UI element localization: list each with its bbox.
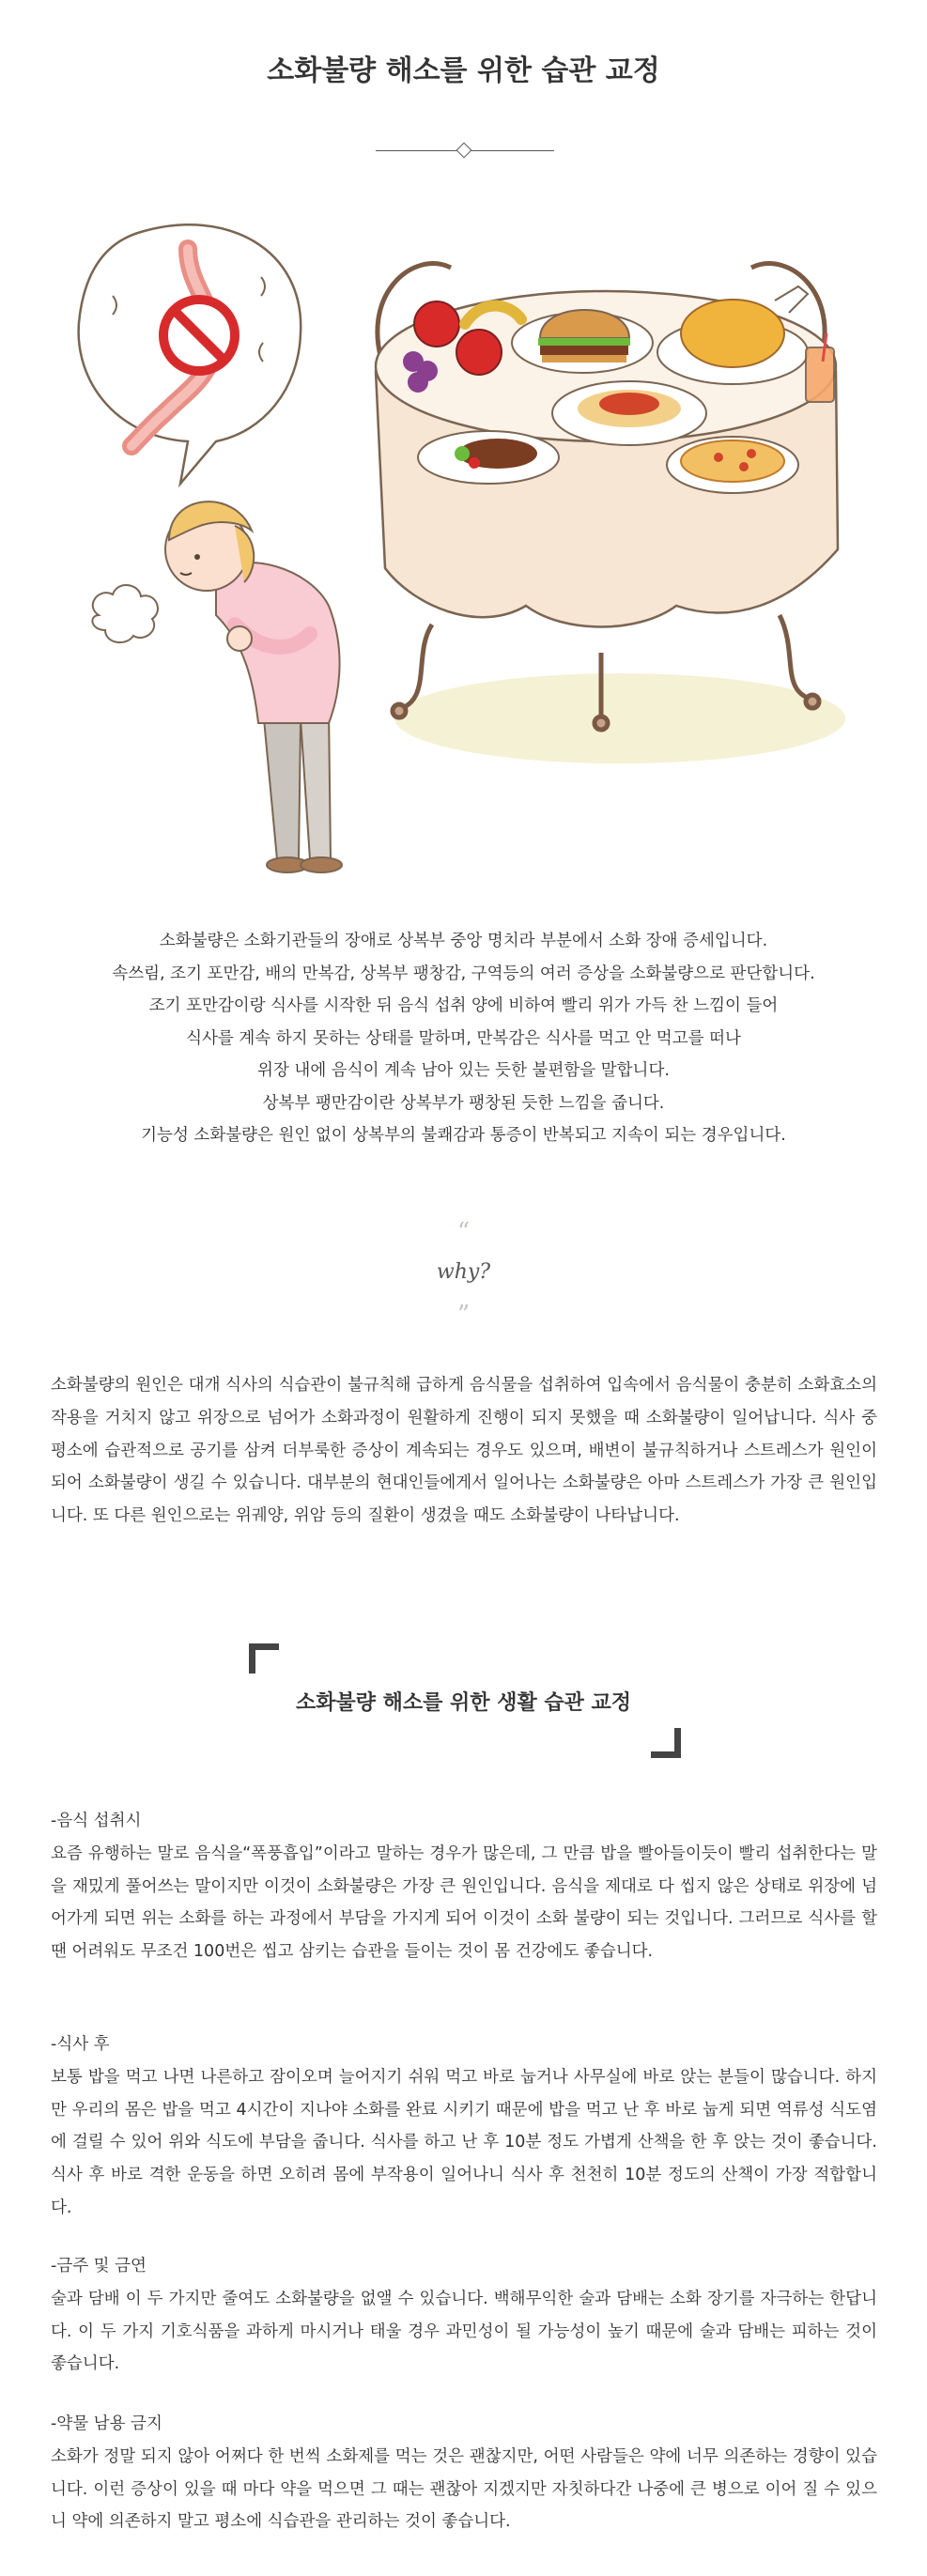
habit-body: 술과 담배 이 두 가지만 줄여도 소화불량을 없앨 수 있습니다. 백해무익한 술과 담배는 소화 장기를 자극하는 한답니다. 이 두 가지 기호식품을 과하게 마시거나 태울 경우 과민성이 될 가능성이 높기 때문에 술과 담배는 피하는 것이 좋습니다. <box>51 2289 877 2374</box>
corner-bracket-icon <box>651 1728 681 1758</box>
why-heading: why? <box>436 1260 491 1284</box>
habit-block <box>51 2250 877 2381</box>
intro-line: 속쓰림, 조기 포만감, 배의 만복감, 상복부 팽창감, 구역등의 여러 증상을 소화불량으로 판단합니다. <box>112 964 815 983</box>
intro-line: 소화불량은 소화기관들의 장애로 상복부 중앙 명치라 부분에서 소화 장애 증세입니다. <box>159 932 768 950</box>
intro-line: 상복부 팽만감이란 상복부가 팽창된 듯한 느낌을 줍니다. <box>262 1093 665 1113</box>
indigestion-illustration <box>75 211 864 897</box>
habit-block <box>51 2408 877 2538</box>
intro-line: 기능성 소화불량은 원인 없이 상복부의 불쾌감과 통증이 반복되고 지속이 되는 경우입니다. <box>141 1126 786 1145</box>
intro-line: 식사를 계속 하지 못하는 상태를 말하며, 만복감은 식사를 먹고 안 먹고를 떠나 <box>186 1028 741 1048</box>
habit-heading: -약물 남용 금지 <box>51 2414 162 2433</box>
intro-line: 위장 내에 음식이 계속 남아 있는 듯한 불편함을 말합니다. <box>257 1061 670 1080</box>
section-title: 소화불량 해소를 위한 생활 습관 교정 <box>295 1691 632 1715</box>
habit-heading: -금주 및 금연 <box>51 2257 147 2275</box>
cause-paragraph: 소화불량의 원인은 대개 식사의 식습관이 불규칙해 급하게 음식물을 섭취하여 입속에서 음식물이 충분히 소화효소의 작용을 거치지 않고 위장으로 넘어가 소화과정이 원활하게 진행이 되지 못했을 때 소화불량이 일어납니다. 식사 중 평소에 습관적으로 공기를 삼켜 더부룩한 증상이 계속되는 경우도 있으며, 배변이 불규칙하거나 스트레스가 원인이 되어 소화불량이 생길 수 있습니다. 대부분의 현대인들에게서 일어나는 소화불량은 아마 스트레스가 가장 큰 원인입니다. 또 다른 원인으로는 위궤양, 위암 등의 질환이 생겼을 때도 소화불량이 나타납니다. <box>51 1376 877 1526</box>
title-divider <box>376 141 554 160</box>
diamond-icon <box>456 143 472 159</box>
intro-text <box>38 925 889 1152</box>
habit-body: 소화가 정말 되지 않아 어쩌다 한 번씩 소화제를 먹는 것은 괜찮지만, 어떤 사람들은 약에 너무 의존하는 경향이 있습니다. 이런 증상이 있을 때 마다 약을 먹으면 그 때는 괜찮아 지겠지만 자칫하다간 나중에 큰 병으로 이어 질 수 있으니 약에 의존하지 말고 평소에 식습관을 관리하는 것이 좋습니다. <box>51 2446 877 2532</box>
stomach-thought-bubble-icon <box>79 224 301 484</box>
habit-heading: -식사 후 <box>51 2035 110 2054</box>
habit-body: 요즘 유행하는 말로 음식을“폭풍흡입”이라고 말하는 경우가 많은데, 그 만큼 밥을 빨아들이듯이 빨리 섭취한다는 말을 재밌게 풀어쓰는 말이지만 이것이 소화불량은 가장 큰 원인입니다. 음식을 제대로 다 씹지 않은 상태로 위장에 넘어가게 되면 위는 소화를 하는 과정에서 부담을 가지게 되어 이것이 소화 불량이 되는 것입니다. 그러므로 식사를 할 땐 어려워도 무조건 100번은 씹고 삼키는 습관을 들이는 것이 몸 건강에도 좋습니다. <box>51 1843 877 1962</box>
habit-body: 보통 밥을 먹고 나면 나른하고 잠이오며 늘어지기 쉬워 먹고 바로 눕거나 사무실에 바로 앉는 분들이 많습니다. 하지만 우리의 몸은 밥을 먹고 4시간이 지나야 소화를 완료 시키기 때문에 밥을 먹고 난 후 바로 눕게 되면 역류성 식도염에 걸릴 수 있어 위와 식도에 부담을 줍니다. 식사를 하고 난 후 10분 정도 가볍게 산책을 한 후 앉는 것이 좋습니다. 식사 후 바로 격한 운동을 하면 오히려 몸에 부작용이 일어나니 식사 후 천천히 10분 정도의 산책이 가장 적합합니다. <box>51 2067 877 2217</box>
corner-bracket-icon <box>249 1643 279 1674</box>
intro-line: 조기 포만감이랑 식사를 시작한 뒤 음식 섭취 양에 비하여 빨리 위가 가득 찬 느낌이 들어 <box>148 996 779 1015</box>
habit-heading: -음식 섭취시 <box>51 1812 142 1830</box>
woman-holding-stomach-icon <box>92 501 342 872</box>
habit-block <box>51 1805 877 1968</box>
page-title: 소화불량 해소를 위한 습관 교정 <box>267 54 660 87</box>
close-quote-icon: ” <box>456 1301 471 1329</box>
habit-block <box>51 2028 877 2225</box>
open-quote-icon: “ <box>456 1218 471 1246</box>
